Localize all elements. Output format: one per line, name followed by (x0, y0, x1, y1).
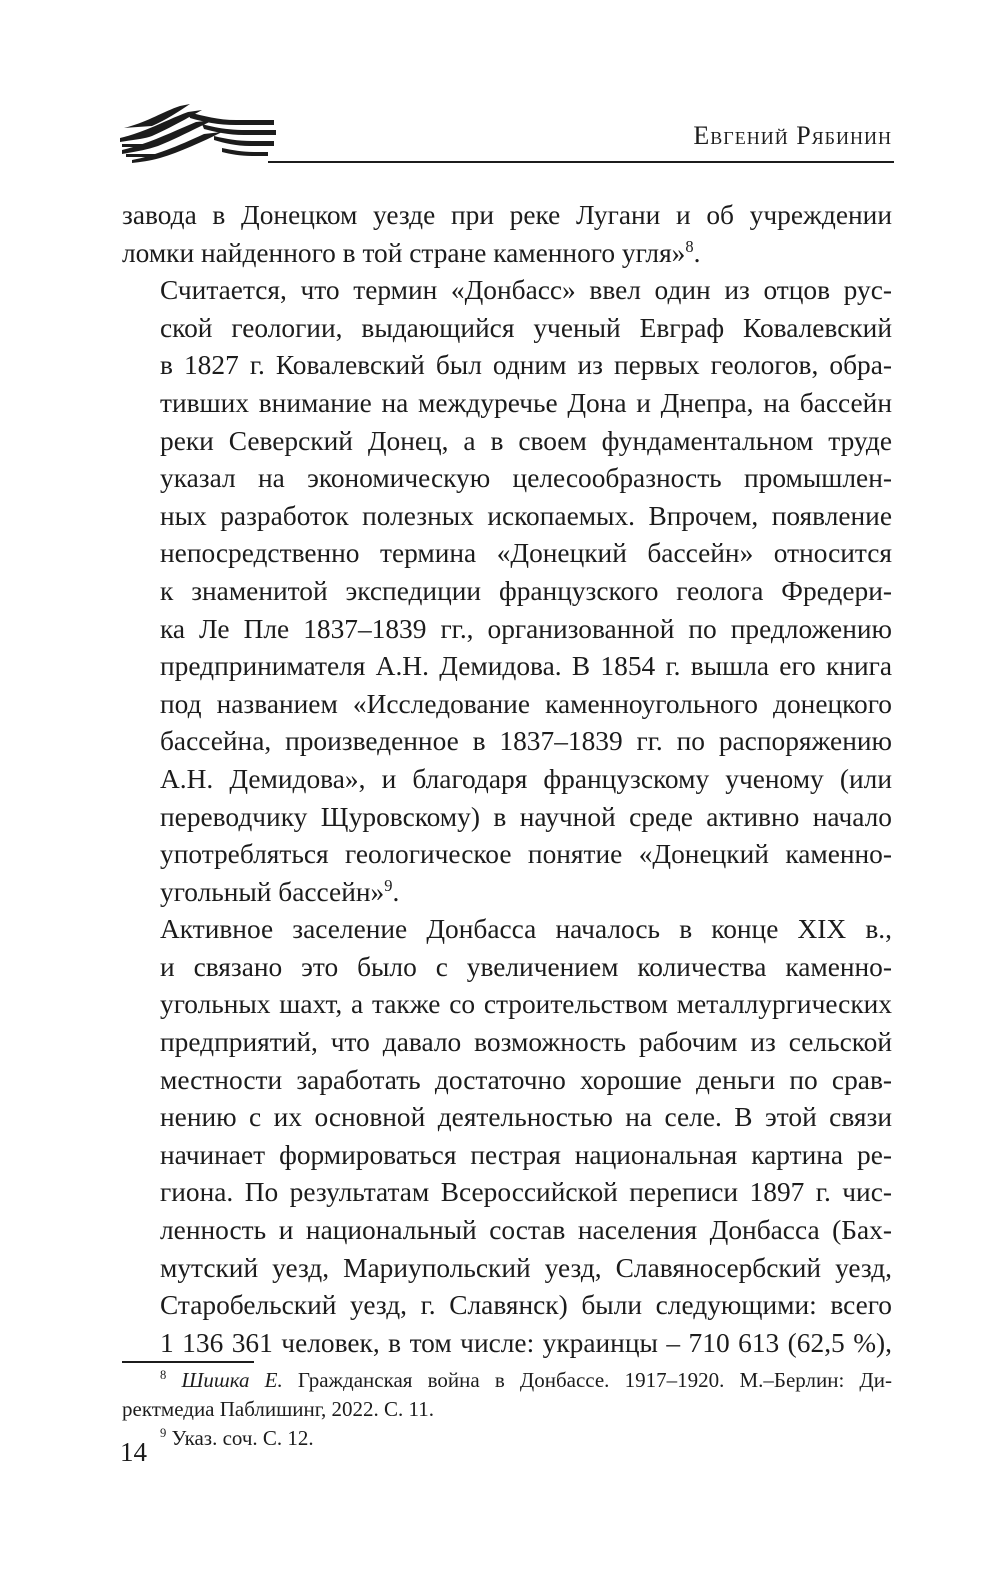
footnote-text: Указ. соч. С. 12. (166, 1426, 314, 1450)
footnote-number: 9 (160, 1426, 167, 1440)
paragraph-1 (122, 197, 892, 272)
footnote-line: ректмедиа Паблишинг, 2022. С. 11. (122, 1397, 434, 1421)
footnotes (122, 1366, 892, 1453)
text-line: завода в Донецком уезде при реке Лугани и об учреждении (122, 200, 892, 230)
text-line: бассейна, произведенное в 1837–1839 гг. по распоряжению (160, 726, 892, 757)
text-line-content: угольный бассейн» (160, 876, 385, 907)
text-line: переводчику Щуровскому) в научной среде активно начало (160, 801, 892, 832)
footnote-line (122, 1424, 892, 1453)
text-line: употребляться геологическое понятие «Донецкий каменно- (160, 839, 892, 870)
text-line: указал на экономическую целесообразность промышлен- (160, 463, 892, 494)
text-line: угольный бассейн»$^9$. (160, 875, 400, 907)
footnote-9 (122, 1424, 892, 1453)
footnote-8 (122, 1366, 892, 1424)
footnote-author: Шишка Е. (181, 1368, 283, 1392)
text-line: Старобельский уезд, г. Славянск) были следующими: всего (160, 1290, 892, 1321)
text-line: мутский уезд, Мариупольский уезд, Славяносербский уезд, (160, 1252, 892, 1283)
footnote-line (122, 1366, 892, 1395)
text-line: предприятий, что давало возможность рабочим из сельской (160, 1027, 892, 1058)
main-text (122, 197, 892, 1362)
text-line: реки Северский Донец, а в своем фундаментальном труде (160, 425, 892, 456)
footnote-ref-9[interactable]: 9 (384, 875, 393, 895)
text-line-content: ломки найденного в той стране каменного угля» (122, 237, 686, 268)
footnote-rule (122, 1361, 254, 1363)
text-line: ка Ле Пле 1837–1839 гг., организованной по предложению (160, 613, 892, 644)
text-line: предпринимателя А.Н. Демидова. В 1854 г. вышла его книга (160, 651, 892, 682)
striped-flag-logo-icon (118, 98, 278, 168)
paragraph-2 (122, 272, 892, 911)
text-line: ломки найденного в той стране каменного угля»$^8$. (122, 236, 701, 268)
footnote-ref-8[interactable]: 8 (685, 236, 694, 256)
text-line: гиона. По результатам Всероссийской переписи 1897 г. чис- (160, 1177, 892, 1208)
text-line: под названием «Исследование каменноугольного донецкого (160, 688, 892, 719)
text-line: А.Н. Демидова», и благодаря французскому ученому (или (160, 763, 892, 794)
footnote-text: Гражданская война в Донбассе. 1917–1920. М.–Берлин: Ди- (282, 1368, 892, 1392)
text-line: в 1827 г. Ковалевский был одним из первых геологов, обра- (160, 350, 892, 381)
text-line: Считается, что термин «Донбасс» ввел один из отцов рус- (160, 275, 892, 306)
header-rule (268, 161, 894, 163)
text-line: непосредственно термина «Донецкий бассейн» относится (160, 538, 892, 569)
text-line: тивших внимание на междуречье Дона и Днепра, на бассейн (160, 387, 892, 418)
paragraph-3 (122, 911, 892, 1362)
text-line: нению с их основной деятельностью на селе. В этой связи (160, 1102, 892, 1133)
text-line: угольных шахт, а также со строительством металлургических (160, 989, 892, 1020)
text-line: ленность и национальный состав населения Донбасса (Бах- (160, 1215, 892, 1246)
text-line: 1 136 361 человек, в том числе: украинцы – 710 613 (62,5 %), (160, 1327, 892, 1358)
running-head: Евгений Рябинин (693, 121, 892, 150)
footnote-number: 8 (160, 1368, 167, 1382)
text-line: к знаменитой экспедиции французского геолога Фредери- (160, 575, 892, 606)
text-line: начинает формироваться пестрая национальная картина ре- (160, 1139, 892, 1170)
text-line: ных разработок полезных ископаемых. Впрочем, появление (160, 500, 892, 531)
text-line: Активное заселение Донбасса началось в конце XIX в., (160, 914, 892, 945)
text-line: ской геологии, выдающийся ученый Евграф Ковалевский (160, 312, 892, 343)
text-line: местности заработать достаточно хорошие деньги по срав- (160, 1064, 892, 1095)
page-number: 14 (120, 1437, 147, 1467)
text-line: и связано это было с увеличением количества каменно- (160, 951, 892, 982)
